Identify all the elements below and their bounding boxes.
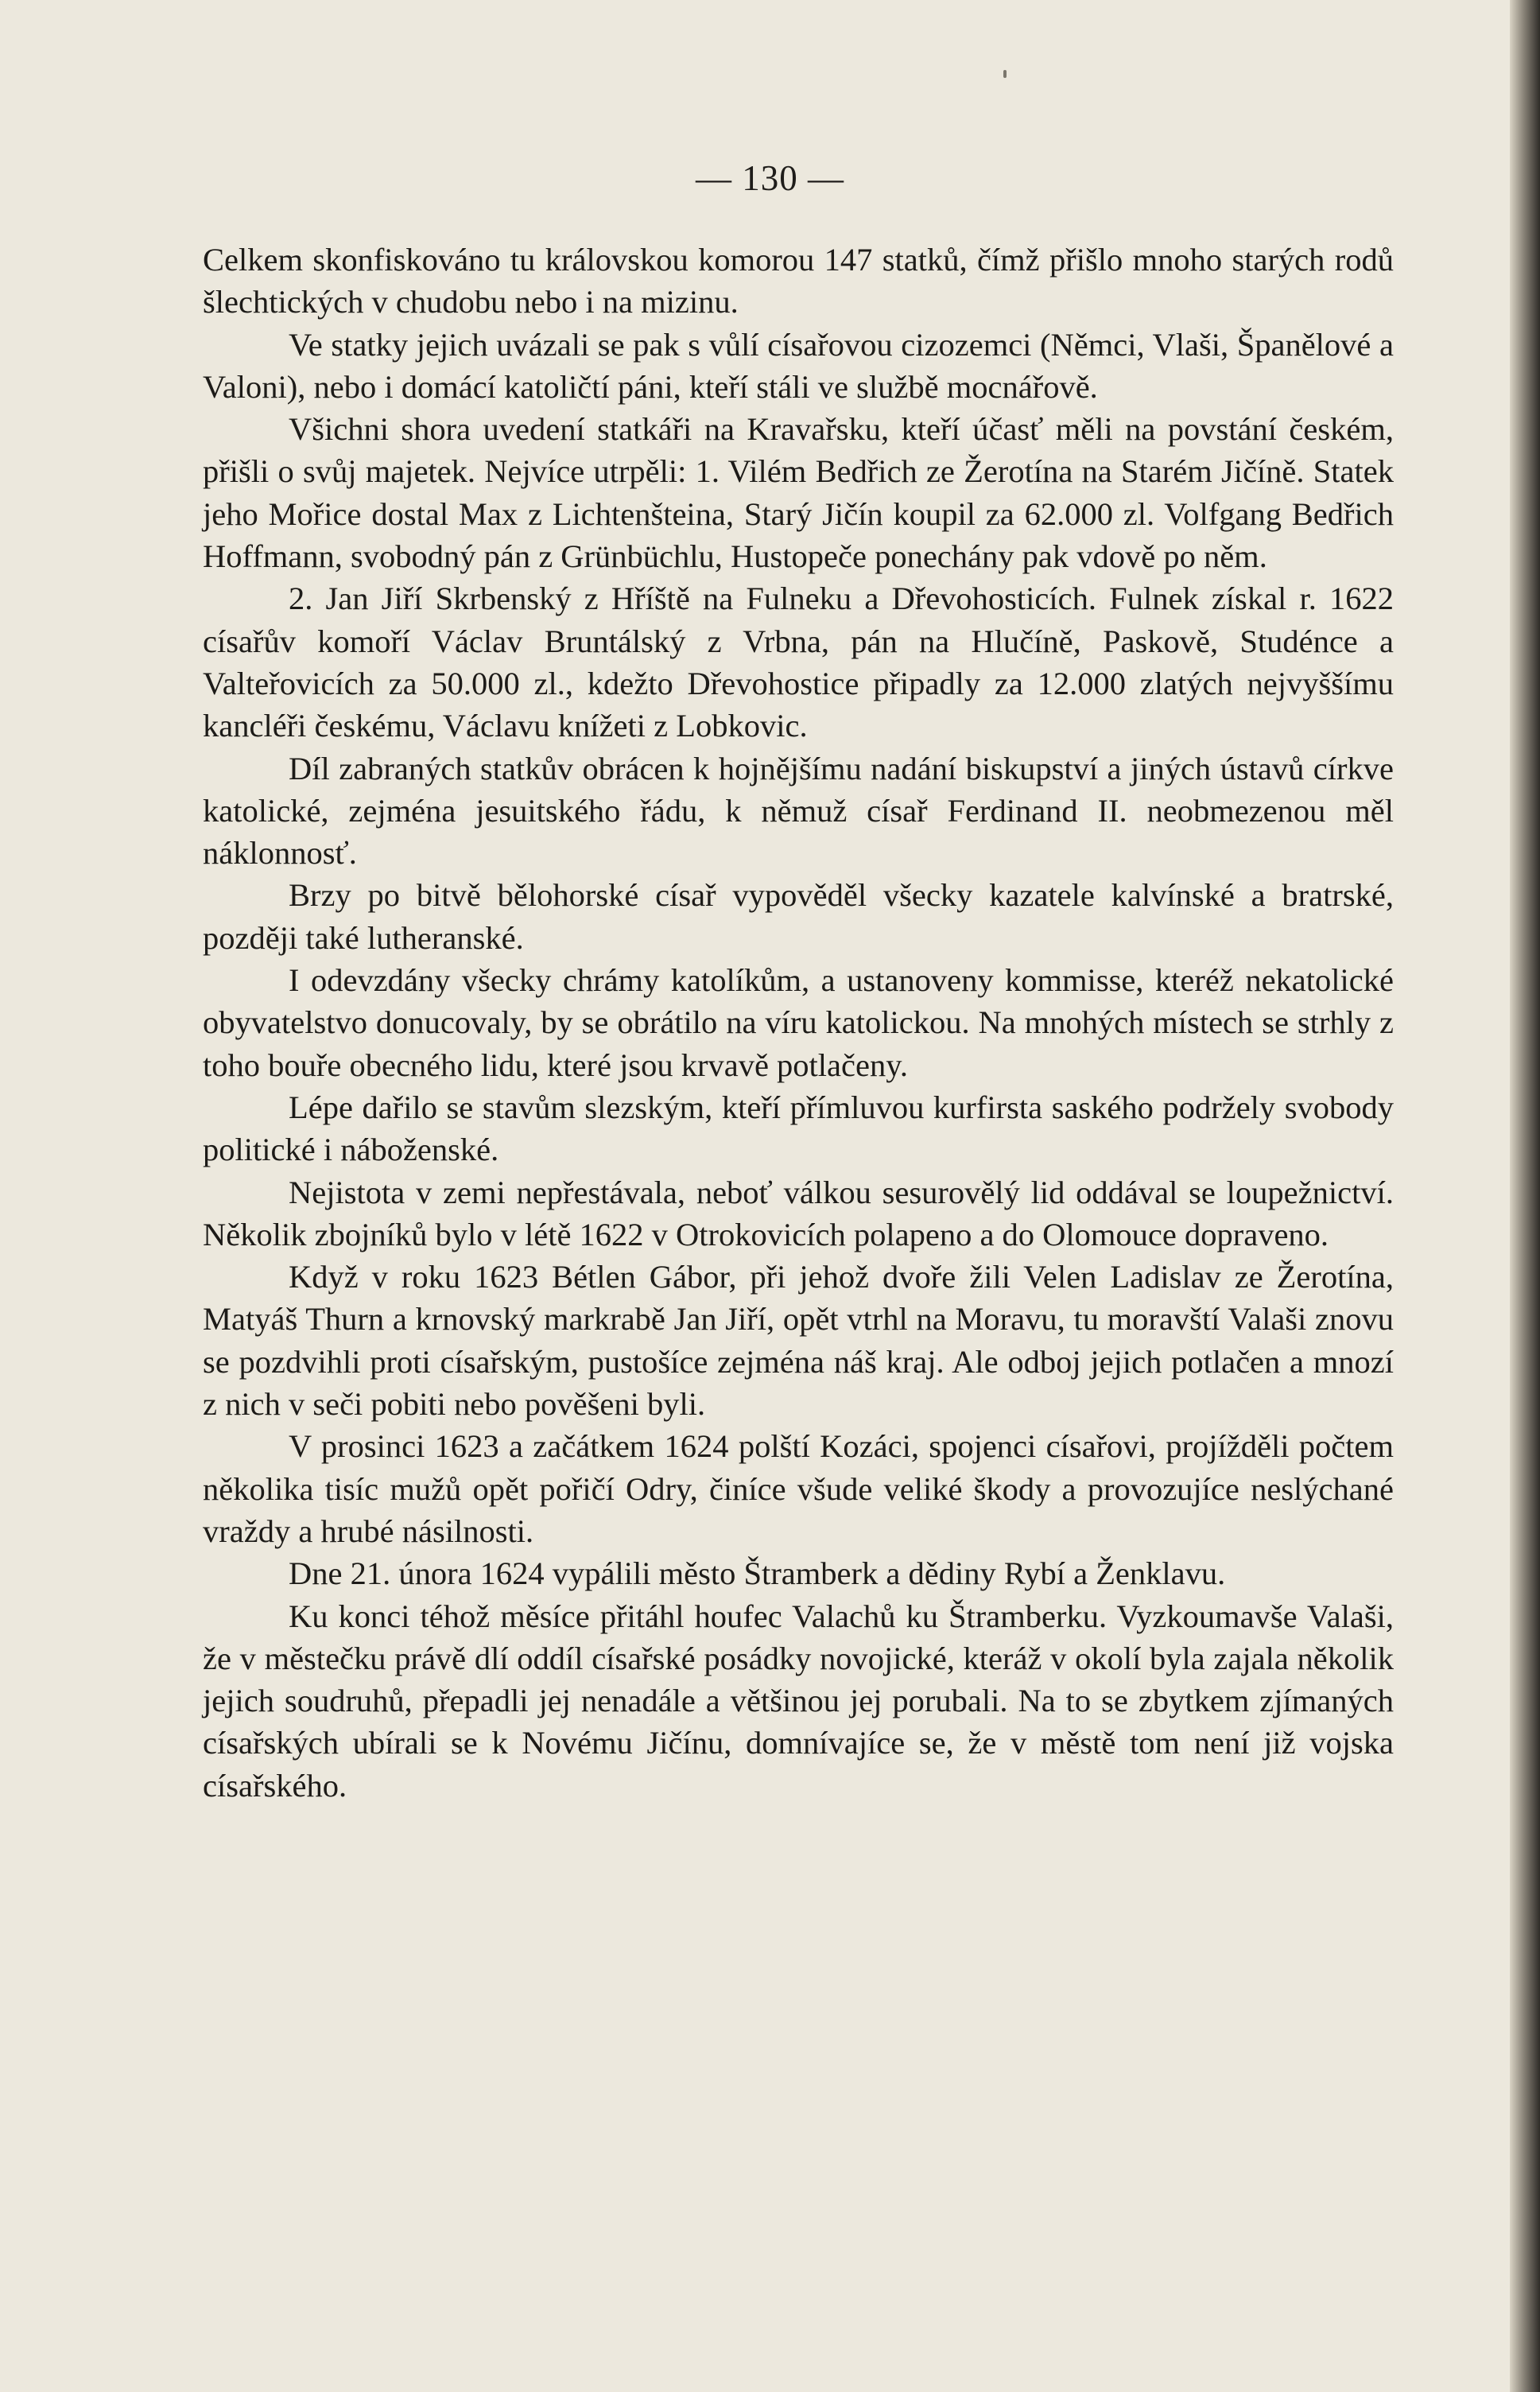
body-text <box>203 239 1394 1807</box>
print-speck <box>1003 70 1007 78</box>
paragraph-10: Když v roku 1623 Bétlen Gábor, při jehož dvoře žili Velen Ladislav ze Žerotína, Matyáš Thurn a krnovský markrabě Jan Jiří, opět vtrhl na Moravu, tu moravští Valaši znovu se pozdvihli proti císařským, pustošíce zejména náš kraj. Ale odboj jejich potlačen a mnozí z nich v seči pobiti nebo pověšeni byli. <box>203 1259 1394 1423</box>
page-number: — 130 — <box>696 158 844 198</box>
paragraph-6: Brzy po bitvě bělohorské císař vypověděl všecky kazatele kalvínské a bratrské, později také lutheranské. <box>203 877 1394 956</box>
paragraph-5: Díl zabraných statkův obrácen k hojnějšímu nadání biskupství a jiných ústavů církve katolické, zejména jesuitského řádu, k němuž císař Ferdinand II. neobmezenou měl náklonnosť. <box>203 750 1394 872</box>
paragraph-9: Nejistota v zemi nepřestávala, neboť válkou sesurovělý lid oddával se loupežnictví. Několik zbojníků bylo v létě 1622 v Otrokovicích polapeno a do Olomouce dopraveno. <box>203 1174 1394 1252</box>
paragraph-12: Dne 21. února 1624 vypálili město Štramberk a dědiny Rybí a Ženklavu. <box>289 1555 1226 1592</box>
paragraph-4: 2. Jan Jiří Skrbenský z Hříště na Fulneku a Dřevohosticích. Fulnek získal r. 1622 císařův komoří Václav Bruntálský z Vrbna, pán na Hlučíně, Paskově, Studénce a Valteřovicích za 50.000 zl., kdežto Dřevohostice připadly za 12.000 zlatých nejvyššímu kancléři českému, Václavu knížeti z Lobkovic. <box>203 581 1394 744</box>
paragraph-8: Lépe dařilo se stavům slezským, kteří přímluvou kurfirsta saského podržely svobody politické i náboženské. <box>203 1089 1394 1168</box>
paragraph-2: Ve statky jejich uvázali se pak s vůlí císařovou cizozemci (Němci, Vlaši, Španělové a Valoni), nebo i domácí katoličtí páni, kteří stáli ve službě mocnářově. <box>203 326 1394 405</box>
paragraph-3: Všichni shora uvedení statkáři na Kravařsku, kteří účasť měli na povstání českém, přišli o svůj majetek. Nejvíce utrpěli: 1. Vilém Bedřich ze Žerotína na Starém Jičíně. Statek jeho Mořice dostal Max z Lichtenšteina, Starý Jičín koupil za 62.000 zl. Volfgang Bedřich Hoffmann, svobodný pán z Grünbüchlu, Hustopeče ponechány pak vdově po něm. <box>203 411 1394 575</box>
paragraph-11: V prosinci 1623 a začátkem 1624 polští Kozáci, spojenci císařovi, projížděli počtem několika tisíc mužů opět pořičí Odry, činíce všude veliké škody a provozujíce neslýchané vraždy a hrubé násilnosti. <box>203 1428 1394 1549</box>
page-edge-shadow <box>1510 0 1540 2392</box>
paragraph-1: Celkem skonfiskováno tu královskou komorou 147 statků, čímž přišlo mnoho starých rodů šlechtických v chudobu nebo i na mizinu. <box>203 242 1394 320</box>
paragraph-7: I odevzdány všecky chrámy katolíkům, a ustanoveny kommisse, kteréž nekatolické obyvatelstvo donucovaly, by se obrátilo na víru katolickou. Na mnohých místech se strhly z toho bouře obecného lidu, které jsou krvavě potlačeny. <box>203 962 1394 1083</box>
paragraph-13: Ku konci téhož měsíce přitáhl houfec Valachů ku Štramberku. Vyzkoumavše Valaši, že v městečku právě dlí oddíl císařské posádky novojické, kteráž v okolí byla zajala několik jejich soudruhů, přepadli jej nenadále a většinou jej porubali. Na to se zbytkem zjímaných císařských ubírali se k Novému Jičínu, domnívajíce se, že v městě tom není již vojska císařského. <box>203 1598 1394 1804</box>
